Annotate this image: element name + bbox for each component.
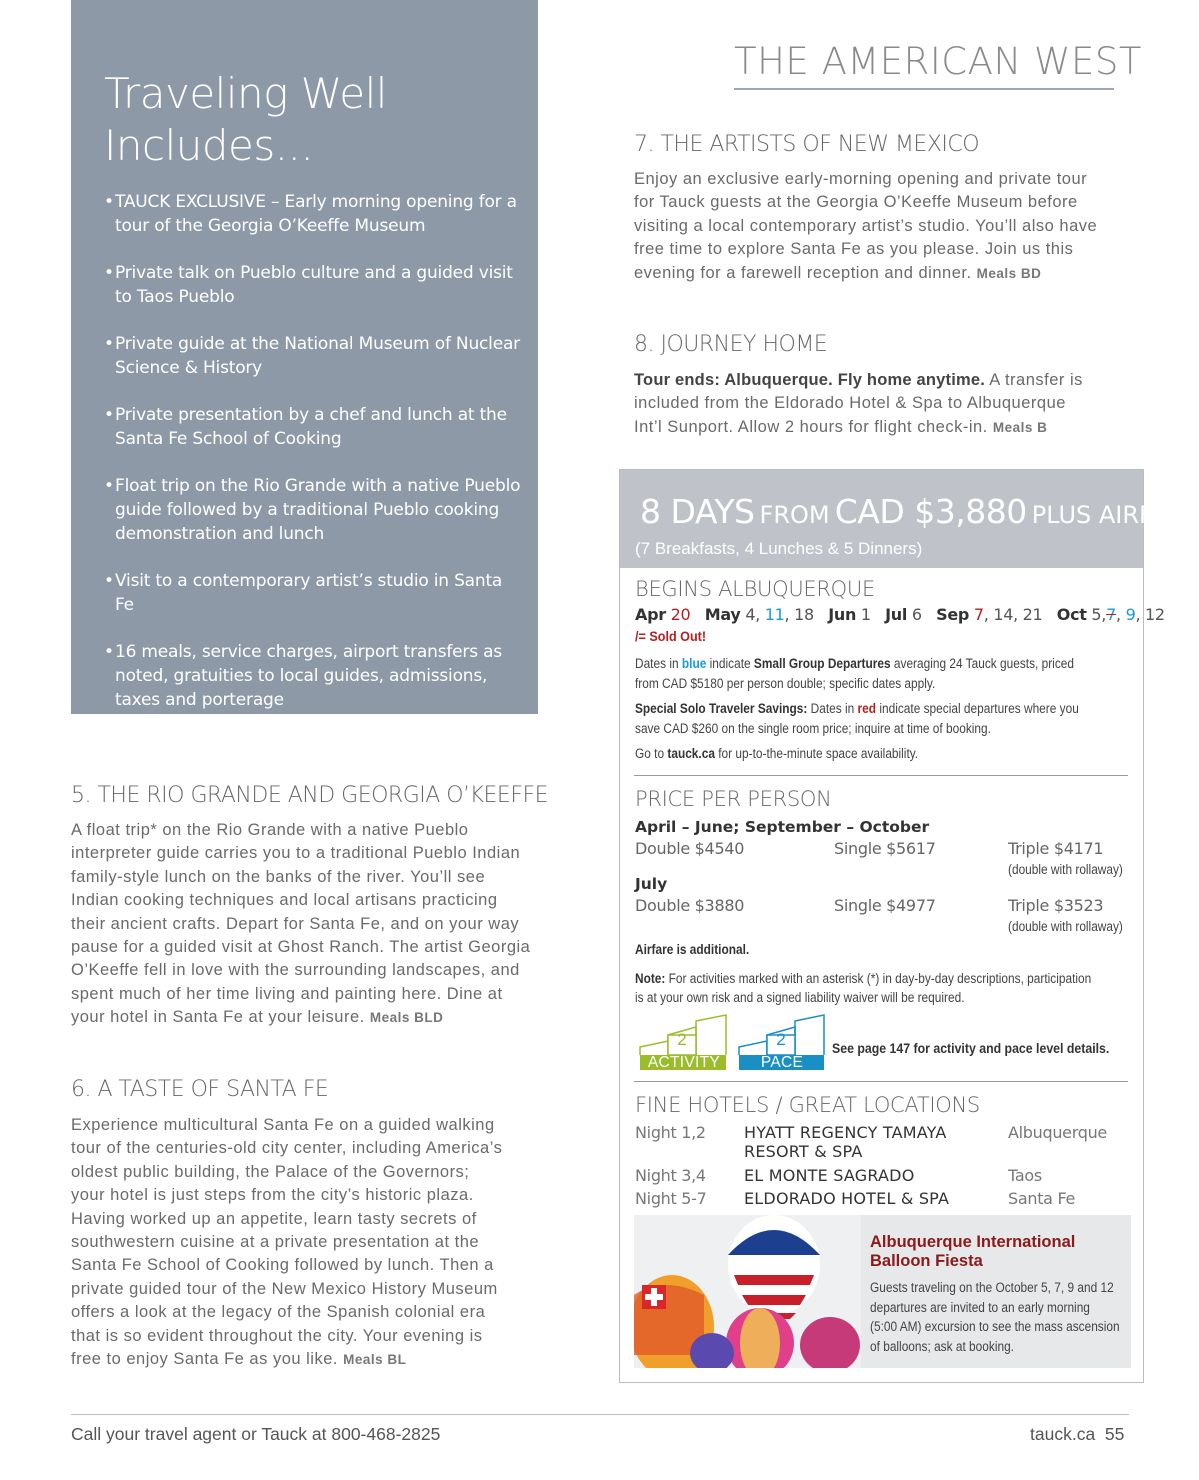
day5-line: interpreter guide carries you to a traditional Pueblo Indian xyxy=(71,844,521,863)
begins-heading: BEGINS ALBUQUERQUE xyxy=(635,577,875,601)
day7-line: free time to explore Santa Fe as you please. Join us this xyxy=(634,240,1074,259)
divider xyxy=(634,1081,1128,1082)
page-number: 55 xyxy=(1104,1424,1125,1444)
asterisk-note-line2: is at your own risk and a signed liability waiver will be required. xyxy=(635,990,965,1005)
day8-line-last xyxy=(634,416,1154,439)
blue-note-line2: from CAD $5180 per person double; specific dates apply. xyxy=(635,676,936,691)
balloon-line: of balloons; ask at booking. xyxy=(870,1338,1014,1354)
day8-lead: Tour ends: Albuquerque. Fly home anytime. xyxy=(634,371,986,389)
hotel-city: Taos xyxy=(1008,1166,1042,1185)
hotel-name xyxy=(744,1123,947,1161)
list-item: • TAUCK EXCLUSIVE – Early morning opening for a tour of the Georgia O’Keeffe Museum xyxy=(104,190,524,238)
hotel-name-line: RESORT & SPA xyxy=(744,1142,863,1161)
solo-note xyxy=(635,701,1079,716)
day6-line: that is so evident throughout the city. Your evening is xyxy=(71,1326,483,1345)
day6-line: free to enjoy Santa Fe as you like. xyxy=(71,1350,338,1369)
traveling-well-title xyxy=(104,68,524,172)
date: 4, xyxy=(745,605,760,624)
note-text: indicate special departures where you xyxy=(879,701,1079,716)
day7-line: visiting a local contemporary artist’s studio. You’ll also have xyxy=(634,216,1098,235)
balloon-line: (5:00 AM) excursion to see the mass ascension xyxy=(870,1319,1120,1334)
balloon-title-line: Balloon Fiesta xyxy=(870,1252,983,1270)
blue-word: blue xyxy=(681,656,707,671)
price-per-person-heading: PRICE PER PERSON xyxy=(635,787,832,811)
month-may: May xyxy=(704,605,741,624)
footer-right xyxy=(1030,1424,1124,1445)
note-text: averaging 24 Tauck guests, priced xyxy=(893,656,1074,671)
traveling-well-title-line1: Traveling Well xyxy=(104,69,387,118)
date-red: 7 xyxy=(973,605,984,624)
day5-line: A float trip* on the Rio Grande with a native Pueblo xyxy=(71,821,469,839)
date-sold-out: 7 xyxy=(1106,605,1116,624)
day7-heading: 7. THE ARTISTS OF NEW MEXICO xyxy=(634,132,980,157)
tauck-link[interactable]: tauck.ca xyxy=(667,746,715,761)
day5-heading: 5. THE RIO GRANDE AND GEORGIA O’KEEFFE xyxy=(71,783,549,808)
day5-line-last xyxy=(71,1006,571,1029)
day7-line: evening for a farewell reception and dinner. xyxy=(634,263,972,282)
note-text: Go to xyxy=(635,746,665,761)
header-rule xyxy=(734,88,1114,90)
balloon-title-line: Albuquerque International xyxy=(870,1233,1076,1251)
date-blue: 9 xyxy=(1125,605,1136,624)
season1-triple: Triple $4171 xyxy=(1008,839,1104,858)
month-sep: Sep xyxy=(936,605,970,624)
hotel-name-line: HYATT REGENCY TAMAYA xyxy=(744,1123,947,1142)
date: , 14, 21 xyxy=(983,605,1043,624)
day6-line: southwestern cuisine at a private presentation at the xyxy=(71,1233,480,1252)
days-count: 8 DAYS xyxy=(640,492,755,531)
from-label: FROM xyxy=(759,501,830,529)
day6-meals: Meals BL xyxy=(343,1352,407,1368)
day5-line: family-style lunch on the banks of the river. You’ll see xyxy=(71,867,486,886)
day5-line: pause for a guided visit at Ghost Ranch. The artist Georgia xyxy=(71,938,531,957)
day8-meals: Meals B xyxy=(992,419,1048,435)
season1-label: April – June; September – October xyxy=(635,818,930,836)
day7-line: Enjoy an exclusive early-morning opening and private tour xyxy=(634,170,1088,188)
day8-line: included from the Eldorado Hotel & Spa to Albuquerque xyxy=(634,394,1066,413)
solo-note-line2: save CAD $260 on the single room price; inquire at time of booking. xyxy=(635,721,991,736)
list-item: • Private guide at the National Museum of Nuclear Science & History xyxy=(104,332,524,380)
pricing-headline xyxy=(640,492,1199,531)
month-jun: Jun xyxy=(828,605,857,624)
plus-airfare: PLUS AIRFARE xyxy=(1031,501,1199,529)
day5-line: Indian cooking techniques and local artisans practicing xyxy=(71,891,498,910)
pace-level-number: 2 xyxy=(776,1030,786,1049)
day6-line: oldest public building, the Palace of the Governors; xyxy=(71,1162,470,1181)
note-bold: Note: xyxy=(635,971,666,986)
note-text: For activities marked with an asterisk (*) in day-by-day descriptions, participation xyxy=(668,971,1092,986)
note-text: Dates in xyxy=(635,656,679,671)
rollaway-note: (double with rollaway) xyxy=(1008,862,1123,877)
date-blue: 11 xyxy=(764,605,785,624)
date: 5, xyxy=(1091,605,1107,624)
season2-triple: Triple $3523 xyxy=(1008,896,1104,915)
level-details-note: See page 147 for activity and pace level details. xyxy=(832,1040,1110,1056)
rollaway-note: (double with rollaway) xyxy=(1008,919,1123,934)
note-text: indicate xyxy=(709,656,751,671)
day6-body xyxy=(71,1114,571,1371)
day7-body xyxy=(634,168,1154,285)
day6-line: offers a look at the legacy of the Spanish colonial era xyxy=(71,1303,486,1322)
hotels-heading: FINE HOTELS / GREAT LOCATIONS xyxy=(635,1093,980,1117)
airfare-note: Airfare is additional. xyxy=(635,942,750,957)
activity-label: ACTIVITY xyxy=(647,1054,721,1071)
day8-line: Int’l Sunport. Allow 2 hours for flight check-in. xyxy=(634,417,988,436)
balloon-line: Guests traveling on the October 5, 7, 9 and 12 xyxy=(870,1280,1114,1295)
traveling-well-list xyxy=(104,190,524,735)
day5-line: O’Keeffe fell in love with the surrounding landscapes, and xyxy=(71,961,520,980)
meals-summary: (7 Breakfasts, 4 Lunches & 5 Dinners) xyxy=(635,539,923,558)
hot-air-balloons-photo xyxy=(634,1215,861,1368)
list-item: • Visit to a contemporary artist’s studio in Santa Fe xyxy=(104,569,524,617)
day7-line: for Tauck guests at the Georgia O’Keeffe Museum before xyxy=(634,193,1078,212)
goto-note xyxy=(635,746,918,761)
footer-contact: Call your travel agent or Tauck at 800-468-2825 xyxy=(71,1424,441,1444)
day7-line-last xyxy=(634,262,1154,285)
day5-meals: Meals BLD xyxy=(369,1010,444,1026)
list-item: • Private presentation by a chef and lunch at the Santa Fe School of Cooking xyxy=(104,403,524,451)
day6-line: Having worked up an appetite, learn tasty secrets of xyxy=(71,1209,477,1228)
day8-line-first xyxy=(634,369,1154,392)
season2-double: Double $3880 xyxy=(635,896,745,915)
departure-dates: Apr 20 May 4, 11, 18 Jun 1 Jul 6 Sep 7, 14, 21 Oct 5,7, 9, 12 xyxy=(635,605,1165,624)
date: 1 xyxy=(860,605,871,624)
hotel-nights: Night 3,4 xyxy=(635,1166,706,1185)
pace-label: PACE xyxy=(760,1054,804,1071)
day6-line: tour of the centuries-old city center, including America’s xyxy=(71,1139,503,1158)
red-word: red xyxy=(857,701,877,716)
month-jul: Jul xyxy=(885,605,908,624)
hotel-nights: Night 5-7 xyxy=(635,1189,707,1208)
sold-out-legend: /= Sold Out! xyxy=(635,628,707,644)
day6-heading: 6. A TASTE OF SANTA FE xyxy=(71,1077,329,1102)
asterisk-note xyxy=(635,971,1091,986)
traveling-well-title-line2: Includes... xyxy=(104,121,314,170)
date: 6 xyxy=(911,605,922,624)
list-item: • Private talk on Pueblo culture and a guided visit to Taos Pueblo xyxy=(104,261,524,309)
day5-body xyxy=(71,819,571,1030)
footer-site[interactable]: tauck.ca xyxy=(1030,1424,1096,1444)
list-item: • 16 meals, service charges, airport transfers as noted, gratuities to local guides, admissions, taxes and porterage xyxy=(104,640,524,712)
blue-note xyxy=(635,656,1074,671)
season1-single: Single $5617 xyxy=(834,839,936,858)
season2-single: Single $4977 xyxy=(834,896,936,915)
day6-line: private guided tour of the New Mexico History Museum xyxy=(71,1279,498,1298)
day8-line: A transfer is xyxy=(989,371,1083,389)
divider xyxy=(634,775,1128,776)
solo-bold: Special Solo Traveler Savings: xyxy=(635,701,808,716)
season2-label: July xyxy=(635,875,668,893)
footer-rule xyxy=(71,1414,1129,1415)
hotel-city: Santa Fe xyxy=(1008,1189,1076,1208)
hotel-city: Albuquerque xyxy=(1008,1123,1107,1142)
balloon-fiesta-title xyxy=(870,1233,1075,1271)
day6-line: Experience multicultural Santa Fe on a guided walking xyxy=(71,1116,495,1134)
price: CAD $3,880 xyxy=(834,492,1027,531)
day6-line: Santa Fe School of Cooking followed by lunch. Then a xyxy=(71,1256,494,1275)
balloon-fiesta-body xyxy=(870,1278,1120,1356)
list-item: • Float trip on the Rio Grande with a native Pueblo guide followed by a traditional Pueblo cooking demonstration and lunch xyxy=(104,474,524,546)
day6-line-last xyxy=(71,1348,571,1371)
day5-line: your hotel in Santa Fe at your leisure. xyxy=(71,1008,365,1027)
month-oct: Oct xyxy=(1056,605,1087,624)
balloon-line: departures are invited to an early morning xyxy=(870,1299,1090,1315)
date: , 18 xyxy=(784,605,814,624)
day5-line: their ancient crafts. Depart for Santa Fe, and on your way xyxy=(71,914,520,933)
date: , 12 xyxy=(1135,605,1165,624)
hotel-name: EL MONTE SAGRADO xyxy=(744,1166,915,1185)
note-text: Dates in xyxy=(810,701,855,716)
hotel-nights: Night 1,2 xyxy=(635,1123,706,1142)
day8-heading: 8. JOURNEY HOME xyxy=(634,332,828,357)
activity-level-number: 2 xyxy=(677,1030,687,1049)
day6-line: your hotel is just steps from the city’s historic plaza. xyxy=(71,1186,474,1205)
note-bold: Small Group Departures xyxy=(753,656,891,671)
season1-double: Double $4540 xyxy=(635,839,745,858)
day5-line: spent much of her time living and painting here. Dine at xyxy=(71,984,503,1003)
page-section-title: THE AMERICAN WEST xyxy=(734,40,1142,83)
day7-meals: Meals BD xyxy=(976,265,1042,281)
hotel-name: ELDORADO HOTEL & SPA xyxy=(744,1189,950,1208)
month-apr: Apr xyxy=(635,605,666,624)
note-text: for up-to-the-minute space availability. xyxy=(718,746,919,761)
date-red: 20 xyxy=(670,605,691,624)
day8-body xyxy=(634,369,1154,439)
